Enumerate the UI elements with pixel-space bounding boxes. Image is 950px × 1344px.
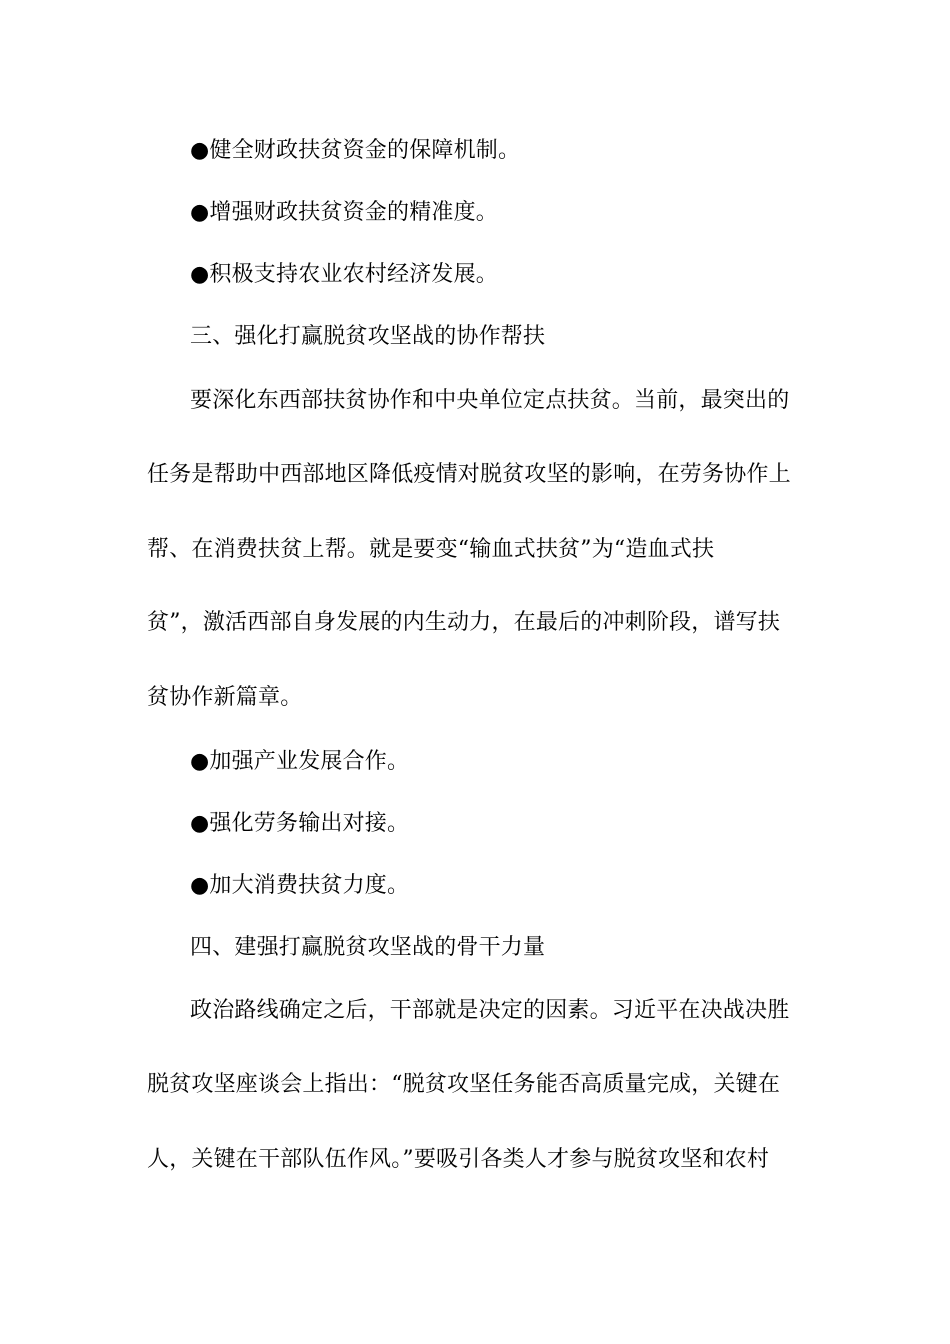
bullet-item-labor-export: ●强化劳务输出对接。 [190,811,410,836]
bullet-item-consumption-aid: ●加大消费扶贫力度。 [190,873,410,898]
bullet-item-industry-cooperation: ●加强产业发展合作。 [190,749,410,774]
bullet-item-fund-guarantee: ●健全财政扶贫资金的保障机制。 [190,138,521,163]
paragraph-line: 脱贫攻坚座谈会上指出：“脱贫攻坚任务能否高质量完成，关键在 [147,1072,781,1097]
section-heading-4: 四、建强打赢脱贫攻坚战的骨干力量 [190,935,546,960]
bullet-item-rural-economy: ●积极支持农业农村经济发展。 [190,262,498,287]
paragraph-line: 贫”，激活西部自身发展的内生动力，在最后的冲刺阶段，谱写扶 [147,610,781,635]
paragraph-line: 贫协作新篇章。 [147,685,303,710]
paragraph-line: 任务是帮助中西部地区降低疫情对脱贫攻坚的影响，在劳务协作上 [147,462,791,487]
paragraph-line: 要深化东西部扶贫协作和中央单位定点扶贫。当前，最突出的 [190,388,790,413]
paragraph-line: 人，关键在干部队伍作风。”要吸引各类人才参与脱贫攻坚和农村 [147,1147,770,1172]
paragraph-line: 帮、在消费扶贫上帮。就是要变“输血式扶贫”为“造血式扶 [147,537,715,562]
section-heading-3: 三、强化打赢脱贫攻坚战的协作帮扶 [190,324,546,349]
paragraph-line: 政治路线确定之后，干部就是决定的因素。习近平在决战决胜 [190,998,790,1023]
bullet-item-fund-precision: ●增强财政扶贫资金的精准度。 [190,200,498,225]
